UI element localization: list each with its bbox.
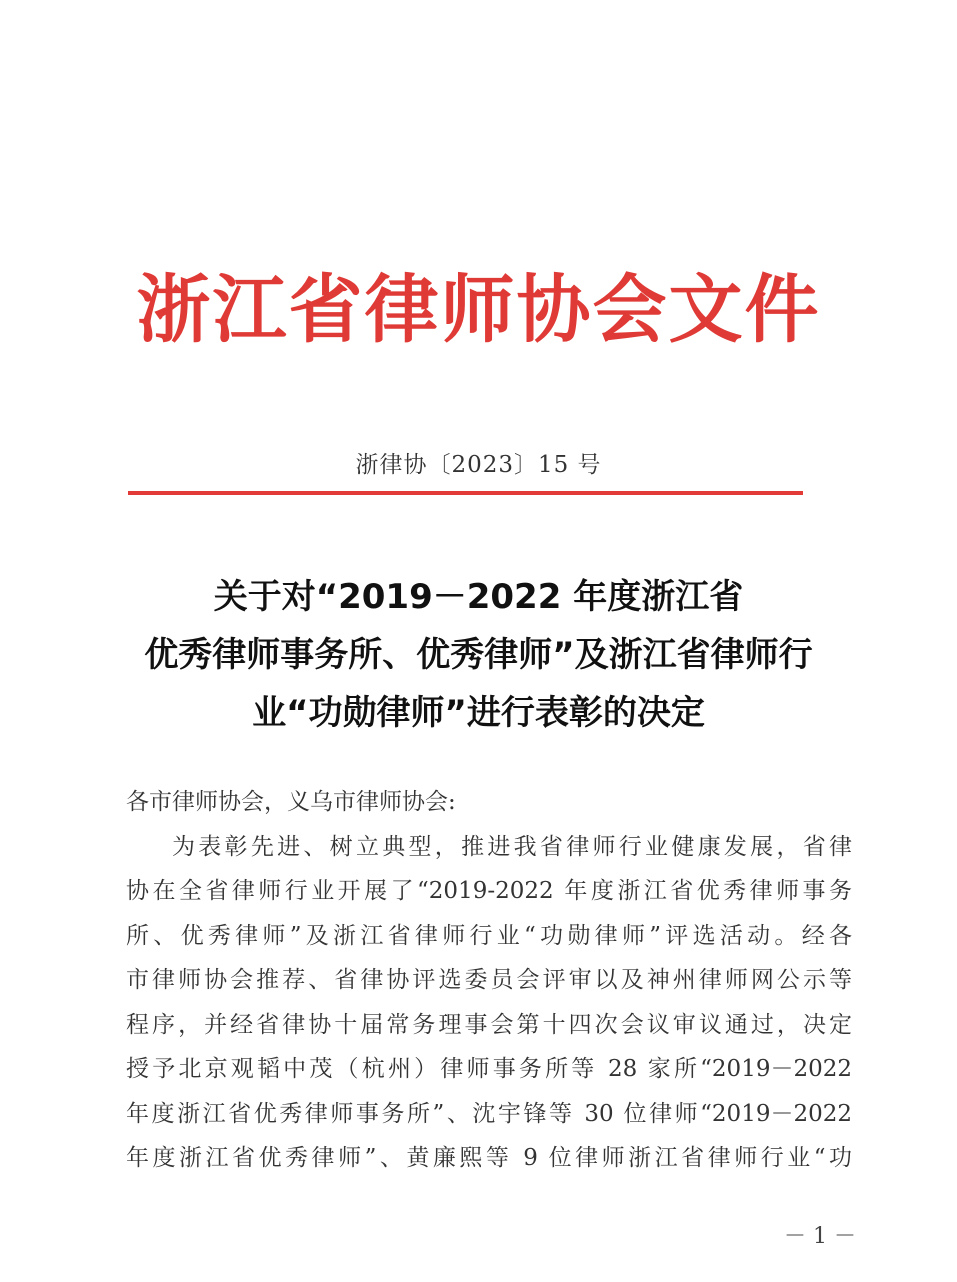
paragraph-line: 程序，并经省律协十届常务理事会第十四次会议审议通过，决定 xyxy=(126,1011,852,1038)
paragraph-line: 授予北京观韬中茂（杭州）律师事务所等 28 家所“2019－2022 xyxy=(126,1056,852,1082)
title-line-3: 业“功勋律师”进行表彰的决定 xyxy=(252,693,705,733)
paragraph-line: 市律师协会推荐、省律协评选委员会评审以及神州律师网公示等 xyxy=(126,967,852,993)
document-number: 浙律协〔2023〕15 号 xyxy=(355,452,602,478)
red-separator-line xyxy=(128,491,803,495)
masthead-title: 浙江省律师协会文件 xyxy=(136,267,821,353)
title-line-2: 优秀律师事务所、优秀律师”及浙江省律师行 xyxy=(144,635,813,675)
document-body xyxy=(126,780,852,1181)
body-paragraph xyxy=(126,825,852,1181)
page-number: － 1 － xyxy=(784,1224,856,1249)
paragraph-line: 年度浙江省优秀律师事务所”、沈宇锋等 30 位律师“2019－2022 xyxy=(126,1100,852,1127)
title-line-1: 关于对“2019－2022 年度浙江省 xyxy=(213,577,744,617)
salutation: 各市律师协会，义乌市律师协会: xyxy=(126,789,456,815)
paragraph-line: 年度浙江省优秀律师”、黄廉熙等 9 位律师浙江省律师行业“功 xyxy=(126,1145,852,1171)
paragraph-line: 所、优秀律师”及浙江省律师行业“功勋律师”评选活动。经各 xyxy=(126,922,852,949)
document-title xyxy=(60,568,897,742)
paragraph-line: 协在全省律师行业开展了“2019-2022 年度浙江省优秀律师事务 xyxy=(126,878,852,904)
paragraph-line: 为表彰先进、树立典型，推进我省律师行业健康发展，省律 xyxy=(172,833,852,860)
